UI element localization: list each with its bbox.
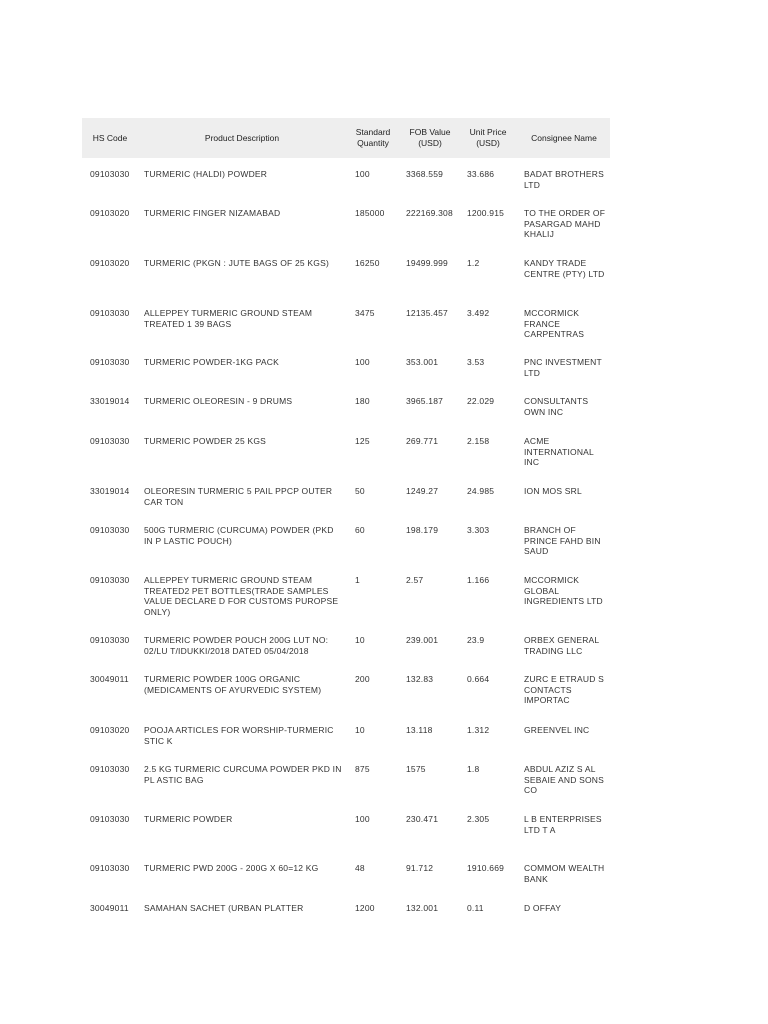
description-cell: 500G TURMERIC (CURCUMA) POWDER (PKD IN P LASTIC POUCH) (144, 525, 334, 546)
fob-value-cell: 269.771 (406, 436, 439, 446)
consignee-cell: CONSULTANTS OWN INC (524, 396, 589, 417)
fob-value-cell: 353.001 (406, 357, 439, 367)
description-cell: TURMERIC FINGER NIZAMABAD (144, 208, 281, 218)
quantity-cell: 875 (355, 764, 370, 774)
quantity-cell: 60 (355, 525, 365, 535)
consignee-cell: BADAT BROTHERS LTD (524, 169, 604, 190)
header-product-description: Product Description (204, 132, 280, 143)
description-cell: TURMERIC OLEORESIN - 9 DRUMS (144, 396, 293, 406)
fob-value-cell: 19499.999 (406, 258, 448, 268)
unit-price-cell: 3.492 (467, 308, 490, 318)
fob-value-cell: 1249.27 (406, 486, 439, 496)
fob-value-cell: 2.57 (406, 575, 424, 585)
quantity-cell: 3475 (355, 308, 375, 318)
hs-code-cell: 09103030 (90, 814, 130, 824)
fob-value-cell: 1575 (406, 764, 426, 774)
unit-price-cell: 3.53 (467, 357, 485, 367)
consignee-cell: ION MOS SRL (524, 486, 582, 496)
header-standard-quantity: Standard Quantity (355, 127, 391, 148)
unit-price-cell: 1.166 (467, 575, 490, 585)
hs-code-cell: 09103030 (90, 525, 130, 535)
description-cell: POOJA ARTICLES FOR WORSHIP-TURMERIC STIC K (144, 725, 334, 746)
fob-value-cell: 3965.187 (406, 396, 444, 406)
quantity-cell: 1200 (355, 903, 375, 913)
hs-code-cell: 09103030 (90, 575, 130, 585)
quantity-cell: 100 (355, 169, 370, 179)
description-cell: TURMERIC (PKGN : JUTE BAGS OF 25 KGS) (144, 258, 329, 268)
unit-price-cell: 1200.915 (467, 208, 505, 218)
consignee-cell: TO THE ORDER OF PASARGAD MAHD KHALIJ (524, 208, 606, 239)
description-cell: ALLEPPEY TURMERIC GROUND STEAM TREATED 1 39 BAGS (144, 308, 313, 329)
fob-value-cell: 3368.559 (406, 169, 444, 179)
fob-value-cell: 132.001 (406, 903, 439, 913)
consignee-cell: GREENVEL INC (524, 725, 590, 735)
description-cell: TURMERIC POWDER-1KG PACK (144, 357, 279, 367)
hs-code-cell: 09103030 (90, 635, 130, 645)
fob-value-cell: 222169.308 (406, 208, 453, 218)
fob-value-cell: 12135.457 (406, 308, 448, 318)
unit-price-cell: 2.305 (467, 814, 490, 824)
consignee-cell: PNC INVESTMENT LTD (524, 357, 602, 378)
fob-value-cell: 91.712 (406, 863, 434, 873)
fob-value-cell: 132.83 (406, 674, 434, 684)
quantity-cell: 50 (355, 486, 365, 496)
unit-price-cell: 2.158 (467, 436, 490, 446)
quantity-cell: 100 (355, 357, 370, 367)
quantity-cell: 16250 (355, 258, 380, 268)
quantity-cell: 125 (355, 436, 370, 446)
unit-price-cell: 23.9 (467, 635, 485, 645)
hs-code-cell: 09103020 (90, 208, 130, 218)
consignee-cell: MCCORMICK FRANCE CARPENTRAS (524, 308, 585, 339)
hs-code-cell: 30049011 (90, 903, 129, 913)
unit-price-cell: 1910.669 (467, 863, 505, 873)
unit-price-cell: 0.664 (467, 674, 490, 684)
header-consignee-name: Consignee Name (531, 132, 597, 143)
quantity-cell: 10 (355, 725, 365, 735)
unit-price-cell: 1.312 (467, 725, 490, 735)
unit-price-cell: 3.303 (467, 525, 490, 535)
unit-price-cell: 33.686 (467, 169, 495, 179)
header-fob-value: FOB Value (USD) (409, 127, 451, 148)
quantity-cell: 48 (355, 863, 365, 873)
hs-code-cell: 09103020 (90, 725, 130, 735)
header-unit-price: Unit Price (USD) (469, 127, 507, 148)
consignee-cell: KANDY TRADE CENTRE (PTY) LTD (524, 258, 605, 279)
description-cell: SAMAHAN SACHET (URBAN PLATTER (144, 903, 304, 913)
unit-price-cell: 24.985 (467, 486, 495, 496)
hs-code-cell: 33019014 (90, 486, 130, 496)
description-cell: ALLEPPEY TURMERIC GROUND STEAM TREATED2 PET BOTTLES(TRADE SAMPLES VALUE DECLARE D FOR CUSTOMS PUROPSE ONLY) (144, 575, 339, 617)
hs-code-cell: 09103020 (90, 258, 130, 268)
consignee-cell: ZURC E ETRAUD S CONTACTS IMPORTAC (524, 674, 604, 705)
hs-code-cell: 30049011 (90, 674, 129, 684)
hs-code-cell: 09103030 (90, 863, 130, 873)
consignee-cell: MCCORMICK GLOBAL INGREDIENTS LTD (524, 575, 603, 606)
fob-value-cell: 239.001 (406, 635, 439, 645)
fob-value-cell: 230.471 (406, 814, 439, 824)
unit-price-cell: 1.8 (467, 764, 480, 774)
description-cell: TURMERIC POWDER (144, 814, 233, 824)
quantity-cell: 1 (355, 575, 360, 585)
hs-code-cell: 09103030 (90, 436, 130, 446)
header-hs-code: HS Code (92, 132, 128, 143)
hs-code-cell: 33019014 (90, 396, 130, 406)
hs-code-cell: 09103030 (90, 308, 130, 318)
consignee-cell: ORBEX GENERAL TRADING LLC (524, 635, 600, 656)
table-header (82, 118, 610, 158)
unit-price-cell: 1.2 (467, 258, 480, 268)
description-cell: 2.5 KG TURMERIC CURCUMA POWDER PKD IN PL ASTIC BAG (144, 764, 342, 785)
quantity-cell: 180 (355, 396, 370, 406)
consignee-cell: ABDUL AZIZ S AL SEBAIE AND SONS CO (524, 764, 604, 795)
hs-code-cell: 09103030 (90, 357, 130, 367)
quantity-cell: 200 (355, 674, 370, 684)
fob-value-cell: 198.179 (406, 525, 439, 535)
consignee-cell: L B ENTERPRISES LTD T A (524, 814, 602, 835)
quantity-cell: 100 (355, 814, 370, 824)
description-cell: OLEORESIN TURMERIC 5 PAIL PPCP OUTER CAR TON (144, 486, 333, 507)
consignee-cell: D OFFAY (524, 903, 562, 913)
consignee-cell: COMMOM WEALTH BANK (524, 863, 605, 884)
description-cell: TURMERIC POWDER 25 KGS (144, 436, 266, 446)
unit-price-cell: 0.11 (467, 903, 484, 913)
description-cell: TURMERIC PWD 200G - 200G X 60=12 KG (144, 863, 319, 873)
quantity-cell: 185000 (355, 208, 385, 218)
hs-code-cell: 09103030 (90, 169, 130, 179)
consignee-cell: BRANCH OF PRINCE FAHD BIN SAUD (524, 525, 601, 556)
description-cell: TURMERIC (HALDI) POWDER (144, 169, 268, 179)
unit-price-cell: 22.029 (467, 396, 495, 406)
fob-value-cell: 13.118 (406, 725, 433, 735)
description-cell: TURMERIC POWDER 100G ORGANIC (MEDICAMENTS OF AYURVEDIC SYSTEM) (144, 674, 322, 695)
quantity-cell: 10 (355, 635, 365, 645)
consignee-cell: ACME INTERNATIONAL INC (524, 436, 594, 467)
hs-code-cell: 09103030 (90, 764, 130, 774)
description-cell: TURMERIC POWDER POUCH 200G LUT NO: 02/LU T/IDUKKI/2018 DATED 05/04/2018 (144, 635, 329, 656)
